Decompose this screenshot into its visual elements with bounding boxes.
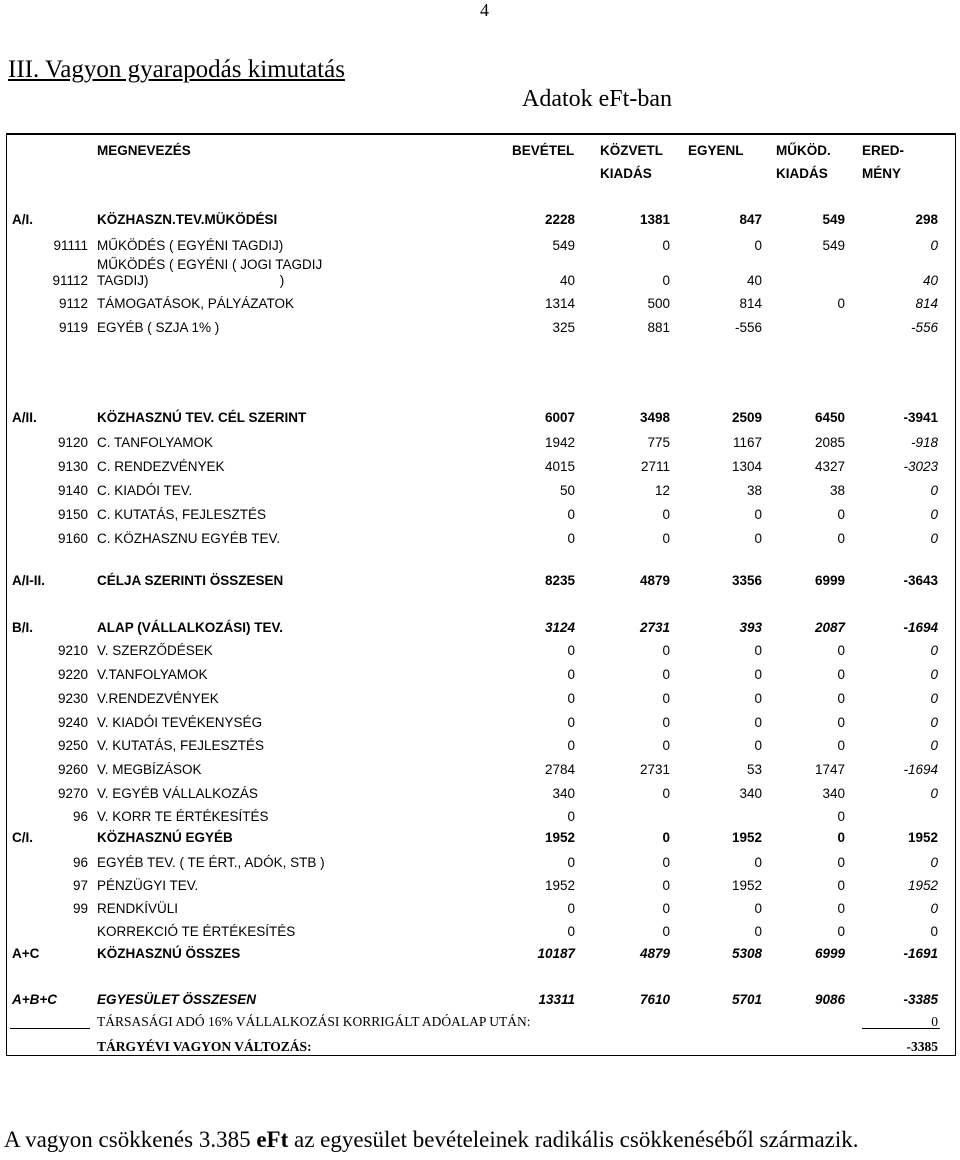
row-value-3: 814 bbox=[739, 296, 762, 311]
row-value-5: -1691 bbox=[903, 946, 938, 961]
table-row bbox=[0, 689, 960, 709]
row-value-5: -3643 bbox=[903, 573, 938, 588]
table-row bbox=[0, 760, 960, 780]
row-value-1: 0 bbox=[567, 667, 575, 682]
table-row bbox=[0, 481, 960, 501]
row-value-3: 0 bbox=[754, 667, 762, 682]
row-value-1: 340 bbox=[552, 786, 575, 801]
row-value-1: 4015 bbox=[544, 459, 575, 474]
table-row bbox=[0, 641, 960, 661]
row-value-3: 40 bbox=[746, 273, 762, 288]
row-value-2: 0 bbox=[662, 643, 670, 658]
table-row bbox=[0, 210, 960, 230]
footer-note bbox=[4, 1127, 859, 1153]
row-value-3: 1952 bbox=[731, 830, 762, 845]
row-value-3: 1304 bbox=[731, 459, 762, 474]
row-code: 91111 bbox=[53, 238, 88, 253]
row-value-1: 1314 bbox=[544, 296, 575, 311]
table-row bbox=[0, 876, 960, 896]
row-value-1: 13311 bbox=[538, 992, 575, 1007]
row-value-1: 2228 bbox=[544, 212, 575, 227]
row-value-1: 0 bbox=[567, 901, 575, 916]
row-value-2: 2731 bbox=[639, 620, 670, 635]
row-code: 9260 bbox=[57, 762, 88, 777]
row-value-1: 325 bbox=[552, 320, 575, 335]
row-name: V. SZERZŐDÉSEK bbox=[97, 643, 213, 658]
header-ered: ERED- bbox=[862, 143, 905, 158]
row-code: 9130 bbox=[57, 459, 88, 474]
underline-right bbox=[862, 1028, 940, 1029]
row-name: V.RENDEZVÉNYEK bbox=[97, 691, 219, 706]
row-value-2: 0 bbox=[662, 273, 670, 288]
change-label: TÁRGYÉVI VAGYON VÁLTOZÁS: bbox=[97, 1039, 312, 1054]
row-value-1: 0 bbox=[567, 809, 575, 824]
row-name: C. KÖZHASZNU EGYÉB TEV. bbox=[97, 531, 281, 546]
footer-unit: eFt bbox=[256, 1127, 289, 1152]
row-code: 9140 bbox=[57, 483, 88, 498]
row-value-2: 0 bbox=[662, 507, 670, 522]
row-value-5: 814 bbox=[915, 296, 938, 311]
row-value-2: 0 bbox=[662, 830, 670, 845]
row-value-3: 53 bbox=[746, 762, 762, 777]
row-value-4: 38 bbox=[829, 483, 845, 498]
row-value-5: 40 bbox=[922, 273, 938, 288]
row-value-4: 6999 bbox=[814, 946, 845, 961]
row-value-5: 298 bbox=[915, 212, 938, 227]
row-code: 9230 bbox=[57, 691, 88, 706]
row-value-1: 0 bbox=[567, 924, 575, 939]
table-row bbox=[0, 257, 960, 291]
row-value-3: 1952 bbox=[731, 878, 762, 893]
tax-label: TÁRSASÁGI ADÓ 16% VÁLLALKOZÁSI KORRIGÁLT ADÓALAP UTÁN: bbox=[97, 1014, 531, 1029]
row-value-5: 0 bbox=[930, 901, 938, 916]
row-value-1: 50 bbox=[559, 483, 575, 498]
row-value-1: 2784 bbox=[544, 762, 575, 777]
tax-row bbox=[0, 1012, 960, 1032]
row-value-4: 6999 bbox=[814, 573, 845, 588]
table-row bbox=[0, 828, 960, 848]
row-code: A+C bbox=[12, 946, 40, 961]
row-value-5: -556 bbox=[910, 320, 938, 335]
row-name: V. EGYÉB VÁLLALKOZÁS bbox=[97, 786, 258, 801]
row-value-4: 2085 bbox=[814, 435, 845, 450]
row-code: A/II. bbox=[12, 410, 37, 425]
row-value-2: 12 bbox=[654, 483, 670, 498]
row-code: 99 bbox=[72, 901, 88, 916]
row-value-3: 1167 bbox=[732, 435, 762, 450]
row-value-5: 0 bbox=[930, 786, 938, 801]
row-value-2: 0 bbox=[662, 878, 670, 893]
row-value-5: -1694 bbox=[903, 620, 938, 635]
row-code: 9210 bbox=[57, 643, 88, 658]
row-value-4: 4327 bbox=[814, 459, 845, 474]
table-row bbox=[0, 236, 960, 256]
row-value-1: 1952 bbox=[544, 830, 575, 845]
row-name: PÉNZÜGYI TEV. bbox=[97, 878, 199, 893]
change-value: -3385 bbox=[906, 1039, 938, 1054]
row-value-1: 549 bbox=[552, 238, 575, 253]
table-row bbox=[0, 318, 960, 338]
row-value-2: 500 bbox=[647, 296, 670, 311]
row-name: V.TANFOLYAMOK bbox=[97, 667, 208, 682]
row-value-5: 0 bbox=[930, 691, 938, 706]
page-number: 4 bbox=[480, 0, 489, 20]
row-value-5: 0 bbox=[930, 531, 938, 546]
row-value-5: 0 bbox=[930, 738, 938, 753]
row-value-1: 0 bbox=[567, 643, 575, 658]
row-value-1: 0 bbox=[567, 531, 575, 546]
row-code: 9270 bbox=[57, 786, 88, 801]
row-value-4: 0 bbox=[837, 691, 845, 706]
row-value-2: 2711 bbox=[640, 459, 670, 474]
row-value-4: 0 bbox=[837, 855, 845, 870]
row-value-5: -1694 bbox=[903, 762, 938, 777]
table-row bbox=[0, 294, 960, 314]
row-value-5: -3023 bbox=[903, 459, 938, 474]
row-code: 9220 bbox=[57, 667, 88, 682]
row-code: 9119 bbox=[58, 320, 88, 335]
row-value-3: 0 bbox=[754, 238, 762, 253]
row-value-3: 847 bbox=[739, 212, 762, 227]
row-code: 9240 bbox=[57, 715, 88, 730]
row-value-4: 549 bbox=[822, 238, 845, 253]
row-value-3: 2509 bbox=[731, 410, 762, 425]
row-value-5: 0 bbox=[930, 643, 938, 658]
row-value-4: 0 bbox=[837, 830, 845, 845]
row-name: TAGDIJ) ) bbox=[97, 273, 285, 288]
table-row bbox=[0, 618, 960, 638]
row-name: C. TANFOLYAMOK bbox=[97, 435, 214, 450]
row-value-2: 2731 bbox=[639, 762, 670, 777]
row-value-3: 5701 bbox=[731, 992, 762, 1007]
row-value-1: 8235 bbox=[544, 573, 575, 588]
row-code: 9112 bbox=[58, 296, 88, 311]
row-value-1: 3124 bbox=[544, 620, 575, 635]
row-code: A/I. bbox=[12, 212, 34, 227]
row-code: 96 bbox=[72, 809, 88, 824]
row-value-1: 1942 bbox=[544, 435, 575, 450]
row-value-3: 0 bbox=[754, 507, 762, 522]
row-name-line1: MŰKÖDÉS ( EGYÉNI ( JOGI TAGDIJ bbox=[97, 257, 323, 272]
row-name: TÁMOGATÁSOK, PÁLYÁZATOK bbox=[97, 296, 295, 311]
row-value-2: 0 bbox=[662, 901, 670, 916]
row-value-5: 1952 bbox=[907, 878, 938, 893]
header-kozvetl-kiadas: KIADÁS bbox=[600, 166, 652, 181]
row-value-3: 0 bbox=[754, 531, 762, 546]
row-value-4: 0 bbox=[837, 715, 845, 730]
row-name: KÖZHASZNÚ EGYÉB bbox=[97, 830, 233, 845]
row-value-1: 10187 bbox=[537, 946, 575, 961]
table-row bbox=[0, 807, 960, 827]
row-name: KÖZHASZNÚ ÖSSZES bbox=[97, 946, 241, 961]
row-name: C. KUTATÁS, FEJLESZTÉS bbox=[97, 507, 267, 522]
row-value-5: -3385 bbox=[903, 992, 938, 1007]
change-row bbox=[0, 1037, 960, 1057]
row-code: A+B+C bbox=[12, 992, 58, 1007]
row-code: 9150 bbox=[57, 507, 88, 522]
row-value-5: -918 bbox=[910, 435, 938, 450]
row-value-1: 0 bbox=[567, 715, 575, 730]
row-value-2: 4879 bbox=[639, 573, 670, 588]
row-code: 9250 bbox=[57, 738, 88, 753]
row-name: V. KIADÓI TEVÉKENYSÉG bbox=[97, 715, 263, 730]
row-name: EGYÉB ( SZJA 1% ) bbox=[97, 320, 220, 335]
row-value-2: 0 bbox=[662, 855, 670, 870]
row-value-2: 0 bbox=[662, 238, 670, 253]
tax-value: 0 bbox=[931, 1014, 938, 1029]
row-name: C. KIADÓI TEV. bbox=[97, 483, 193, 498]
row-value-1: 1952 bbox=[544, 878, 575, 893]
row-value-5: 0 bbox=[930, 924, 938, 939]
row-name: V. MEGBÍZÁSOK bbox=[97, 762, 202, 777]
row-value-3: 3356 bbox=[731, 573, 762, 588]
row-value-3: 0 bbox=[754, 715, 762, 730]
row-value-2: 1381 bbox=[639, 212, 670, 227]
row-value-1: 0 bbox=[567, 738, 575, 753]
row-value-4: 0 bbox=[837, 924, 845, 939]
row-value-5: 0 bbox=[930, 238, 938, 253]
table-row bbox=[0, 408, 960, 428]
row-value-4: 9086 bbox=[814, 992, 845, 1007]
row-value-2: 0 bbox=[662, 691, 670, 706]
table-row bbox=[0, 899, 960, 919]
row-code: B/I. bbox=[12, 620, 34, 635]
table-row bbox=[0, 990, 960, 1010]
row-value-1: 6007 bbox=[544, 410, 575, 425]
row-value-2: 0 bbox=[662, 531, 670, 546]
row-name: KÖZHASZNÚ TEV. CÉL SZERINT bbox=[97, 410, 307, 425]
row-code: A/I-II. bbox=[12, 573, 45, 588]
row-value-3: 340 bbox=[739, 786, 762, 801]
row-value-4: 1747 bbox=[814, 762, 845, 777]
table-row bbox=[0, 713, 960, 733]
row-value-1: 40 bbox=[559, 273, 575, 288]
header-name: MEGNEVEZÉS bbox=[97, 143, 191, 158]
row-name: V. KORR TE ÉRTÉKESÍTÉS bbox=[97, 809, 269, 824]
row-code: 9160 bbox=[57, 531, 88, 546]
row-name: EGYESÜLET ÖSSZESEN bbox=[97, 992, 257, 1007]
row-name: EGYÉB TEV. ( TE ÉRT., ADÓK, STB ) bbox=[97, 855, 325, 870]
header-mukod-kiadas: KIADÁS bbox=[776, 166, 828, 181]
row-value-4: 2087 bbox=[814, 620, 845, 635]
row-value-4: 0 bbox=[837, 809, 845, 824]
row-value-2: 881 bbox=[647, 320, 670, 335]
row-value-4: 549 bbox=[822, 212, 845, 227]
row-name: KORREKCIÓ TE ÉRTÉKESÍTÉS bbox=[97, 924, 296, 939]
table-row bbox=[0, 922, 960, 942]
row-value-2: 0 bbox=[662, 738, 670, 753]
row-value-4: 0 bbox=[837, 507, 845, 522]
row-value-3: 0 bbox=[754, 643, 762, 658]
row-value-4: 0 bbox=[837, 738, 845, 753]
table-row bbox=[0, 433, 960, 453]
row-value-3: 393 bbox=[739, 620, 762, 635]
row-value-3: -556 bbox=[734, 320, 762, 335]
row-value-2: 4879 bbox=[639, 946, 670, 961]
row-value-4: 0 bbox=[837, 296, 845, 311]
row-value-4: 0 bbox=[837, 901, 845, 916]
row-value-3: 5308 bbox=[731, 946, 762, 961]
row-name: CÉLJA SZERINTI ÖSSZESEN bbox=[97, 573, 284, 588]
row-code: 96 bbox=[72, 855, 88, 870]
footer-text-1: A vagyon csökkenés 3.385 bbox=[4, 1127, 257, 1152]
table-row bbox=[0, 571, 960, 591]
row-value-5: 0 bbox=[930, 507, 938, 522]
row-value-2: 0 bbox=[662, 924, 670, 939]
row-value-5: -3941 bbox=[903, 410, 938, 425]
row-name: ALAP (VÁLLALKOZÁSI) TEV. bbox=[97, 620, 284, 635]
header-egyenl: EGYENL bbox=[688, 143, 744, 158]
row-code: 9120 bbox=[57, 435, 88, 450]
row-value-3: 38 bbox=[746, 483, 762, 498]
row-value-2: 0 bbox=[662, 667, 670, 682]
row-value-3: 0 bbox=[754, 901, 762, 916]
row-value-2: 775 bbox=[647, 435, 670, 450]
header-bevetel: BEVÉTEL bbox=[512, 143, 575, 158]
header-kozvetl: KÖZVETL bbox=[600, 143, 663, 158]
table-row bbox=[0, 505, 960, 525]
row-value-1: 0 bbox=[567, 691, 575, 706]
row-value-4: 0 bbox=[837, 667, 845, 682]
row-code: 91112 bbox=[52, 273, 88, 288]
row-name: V. KUTATÁS, FEJLESZTÉS bbox=[97, 738, 265, 753]
units-caption: Adatok eFt-ban bbox=[522, 86, 672, 112]
table-row bbox=[0, 853, 960, 873]
row-value-5: 1952 bbox=[907, 830, 938, 845]
footer-text-2: az egyesület bevételeinek radikális csökkenéséből származik. bbox=[288, 1127, 859, 1152]
header-mukod: MŰKÖD. bbox=[776, 143, 831, 158]
table-row bbox=[0, 529, 960, 549]
row-value-4: 0 bbox=[837, 643, 845, 658]
row-value-4: 0 bbox=[837, 531, 845, 546]
row-value-1: 0 bbox=[567, 855, 575, 870]
row-value-2: 7610 bbox=[639, 992, 670, 1007]
row-value-3: 0 bbox=[754, 691, 762, 706]
row-value-3: 0 bbox=[754, 924, 762, 939]
row-value-3: 0 bbox=[754, 855, 762, 870]
row-name: RENDKÍVÜLI bbox=[97, 901, 179, 916]
row-value-5: 0 bbox=[930, 667, 938, 682]
row-value-5: 0 bbox=[930, 483, 938, 498]
row-value-5: 0 bbox=[930, 715, 938, 730]
table-row bbox=[0, 665, 960, 685]
table-row bbox=[0, 944, 960, 964]
row-value-1: 0 bbox=[567, 507, 575, 522]
row-value-5: 0 bbox=[930, 855, 938, 870]
table-row bbox=[0, 457, 960, 477]
table-row bbox=[0, 736, 960, 756]
row-value-4: 0 bbox=[837, 878, 845, 893]
row-value-4: 6450 bbox=[814, 410, 845, 425]
row-name: KÖZHASZN.TEV.MÜKÖDÉSI bbox=[97, 212, 278, 227]
header-eredmeny: MÉNY bbox=[862, 166, 902, 181]
row-name: C. RENDEZVÉNYEK bbox=[97, 459, 225, 474]
row-value-3: 0 bbox=[754, 738, 762, 753]
table-row bbox=[0, 784, 960, 804]
row-code: C/I. bbox=[12, 830, 34, 845]
row-value-2: 0 bbox=[662, 786, 670, 801]
row-code: 97 bbox=[72, 878, 88, 893]
row-value-2: 3498 bbox=[639, 410, 670, 425]
page-title: III. Vagyon gyarapodás kimutatás bbox=[8, 56, 345, 83]
row-name: MŰKÖDÉS ( EGYÉNI TAGDIJ) bbox=[97, 238, 284, 253]
row-value-4: 340 bbox=[822, 786, 845, 801]
row-value-2: 0 bbox=[662, 715, 670, 730]
